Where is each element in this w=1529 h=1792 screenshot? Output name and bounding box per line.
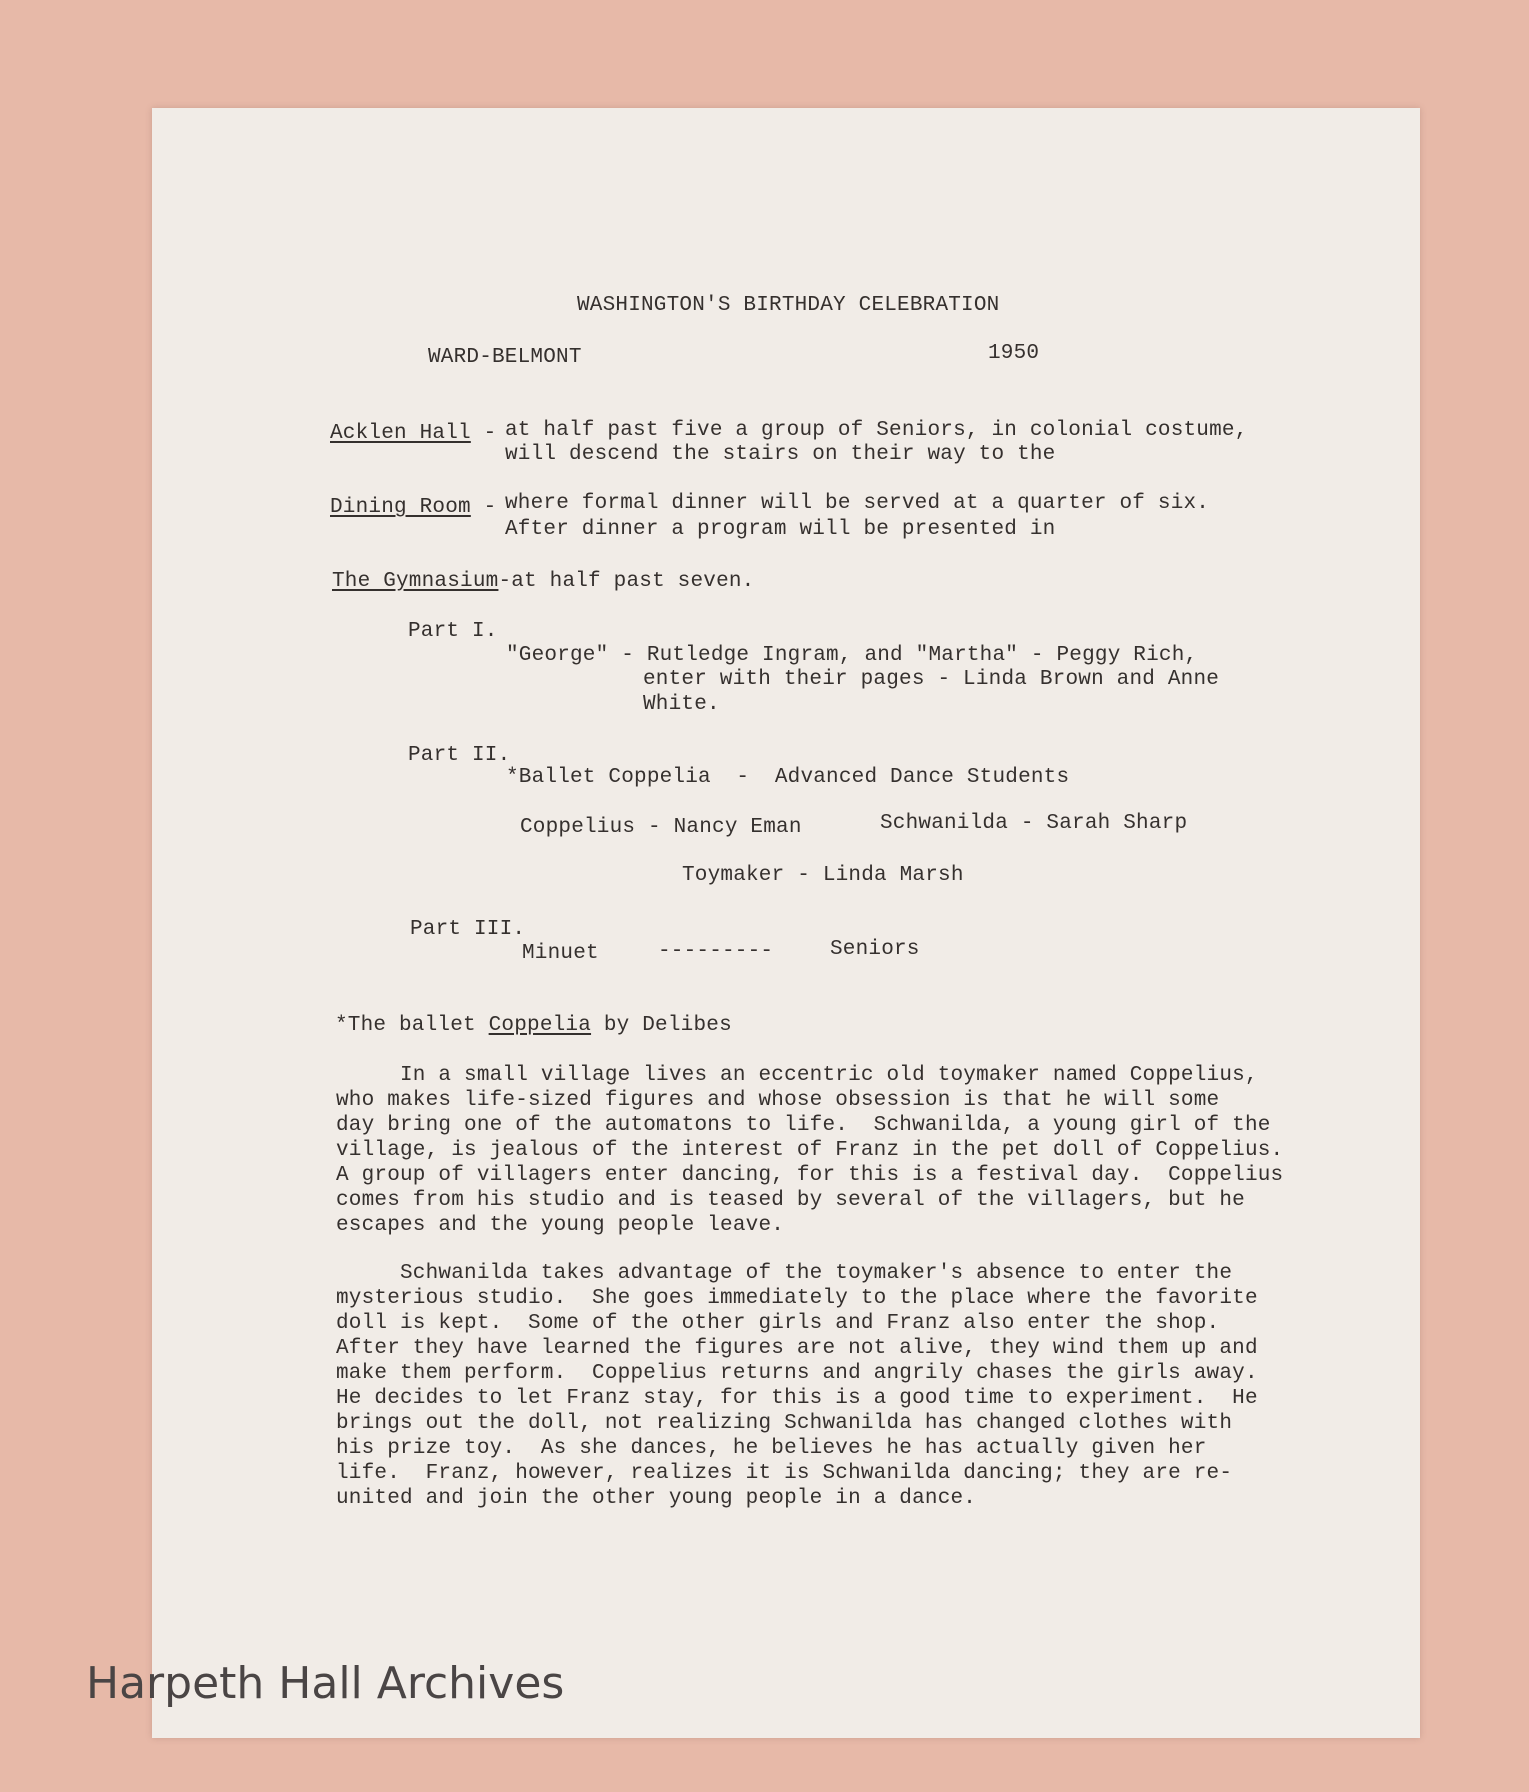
school-name: WARD-BELMONT — [428, 346, 582, 369]
part-3-dashes: --------- — [658, 940, 774, 963]
archive-watermark: Harpeth Hall Archives — [86, 1658, 565, 1709]
paragraph-line: brings out the doll, not realizing Schwanilda has changed clothes with — [336, 1412, 1233, 1435]
schedule-text: at half past five a group of Seniors, in colonial costume, — [505, 419, 1248, 442]
year: 1950 — [988, 342, 1040, 365]
paragraph-line: mysterious studio. She goes immediately to the place where the favorite — [336, 1287, 1258, 1310]
paragraph-line: doll is kept. Some of the other girls and Franz also enter the shop. — [336, 1312, 1220, 1335]
part-1-line: White. — [643, 693, 720, 716]
ballet-title: Coppelia — [488, 1014, 592, 1037]
paragraph-line: life. Franz, however, realizes it is Schwanilda dancing; they are re- — [336, 1462, 1233, 1485]
document-page — [152, 108, 1420, 1738]
part-3-dance: Minuet — [522, 942, 599, 965]
part-1-line: enter with their pages - Linda Brown and Anne — [643, 668, 1220, 691]
part-1-label: Part I. — [408, 620, 498, 643]
paragraph-line: make them perform. Coppelius returns and angrily chases the girls away. — [336, 1362, 1258, 1385]
footnote: *The ballet Coppelia by Delibes — [335, 1014, 732, 1037]
part-1-line: "George" - Rutledge Ingram, and "Martha" - Peggy Rich, — [506, 644, 1198, 667]
place-label: The Gymnasium — [332, 570, 499, 593]
paragraph-line: village, is jealous of the interest of Franz in the pet doll of Coppelius. — [336, 1139, 1284, 1162]
paragraph-line: In a small village lives an eccentric old toymaker named Coppelius, — [336, 1064, 1258, 1087]
schedule-text: After dinner a program will be presented in — [505, 518, 1056, 541]
cast-toymaker: Toymaker - Linda Marsh — [682, 864, 964, 887]
paragraph-line: united and join the other young people in a dance. — [336, 1487, 977, 1510]
schedule-text: where formal dinner will be served at a quarter of six. — [505, 492, 1210, 515]
part-3-label: Part III. — [410, 918, 526, 941]
paragraph-line: Schwanilda takes advantage of the toymaker's absence to enter the — [336, 1262, 1233, 1285]
paragraph-line: his prize toy. As she dances, he believes he has actually given her — [336, 1437, 1207, 1460]
paragraph-line: After they have learned the figures are not alive, they wind them up and — [336, 1337, 1258, 1360]
paragraph-line: who makes life-sized figures and whose obsession is that he will some — [336, 1089, 1220, 1112]
schedule-text: will descend the stairs on their way to the — [505, 443, 1056, 466]
paragraph-line: He decides to let Franz stay, for this is a good time to experiment. He — [336, 1387, 1258, 1410]
place-label: Acklen Hall — [330, 422, 471, 445]
document-title: WASHINGTON'S BIRTHDAY CELEBRATION — [577, 294, 1000, 317]
schedule-dining-room: Dining Room - — [330, 496, 510, 519]
cast-coppelius: Coppelius - Nancy Eman — [520, 816, 802, 839]
schedule-text: at half past seven. — [511, 570, 755, 593]
schedule-acklen-hall: Acklen Hall - — [330, 422, 510, 445]
place-label: Dining Room — [330, 496, 471, 519]
part-2-label: Part II. — [408, 744, 511, 767]
paragraph-line: A group of villagers enter dancing, for this is a festival day. Coppelius — [336, 1164, 1284, 1187]
part-2-line: *Ballet Coppelia - Advanced Dance Students — [506, 766, 1070, 789]
cast-schwanilda: Schwanilda - Sarah Sharp — [880, 812, 1188, 835]
paragraph-line: day bring one of the automatons to life. Schwanilda, a young girl of the — [336, 1114, 1271, 1137]
paragraph-line: escapes and the young people leave. — [336, 1214, 785, 1237]
paragraph-line: comes from his studio and is teased by several of the villagers, but he — [336, 1189, 1245, 1212]
schedule-gymnasium: The Gymnasium-at half past seven. — [332, 570, 755, 593]
part-3-performers: Seniors — [830, 938, 920, 961]
